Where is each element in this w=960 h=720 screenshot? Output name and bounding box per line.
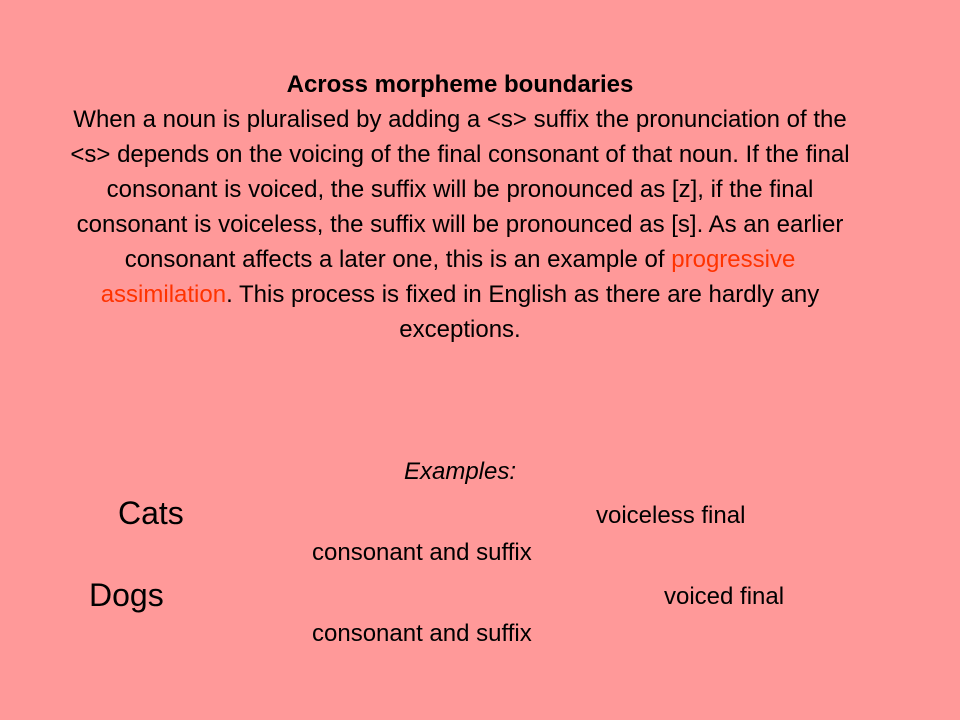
example-description-line1: voiced final (664, 583, 785, 610)
paragraph-text-before: When a noun is pluralised by adding a <s> suffix the pronunciation of the <s> depends on the voicing of the final consonant of that noun. If the final consonant is voiced, the suffix will be pronounced as [z], if the final consonant is voiceless, the suffix will be pronounced as [s]. As an earlier consonant affects a later one, this is an example of (70, 106, 850, 273)
example-description-line1: voiceless final (596, 502, 746, 529)
slide-title: Across morpheme boundaries (286, 71, 634, 98)
example-word: Dogs (89, 577, 164, 613)
example-word: Cats (118, 495, 184, 531)
body-paragraph (60, 102, 860, 347)
paragraph-text (60, 102, 860, 347)
paragraph-text-after: . This process is fixed in English as there are hardly any exceptions. (226, 281, 820, 343)
examples-label: Examples: (403, 458, 517, 485)
highlighted-term: progressive assimilation (100, 246, 796, 308)
example-description-line2: consonant and suffix (312, 539, 532, 566)
example-description-line2: consonant and suffix (312, 620, 532, 647)
